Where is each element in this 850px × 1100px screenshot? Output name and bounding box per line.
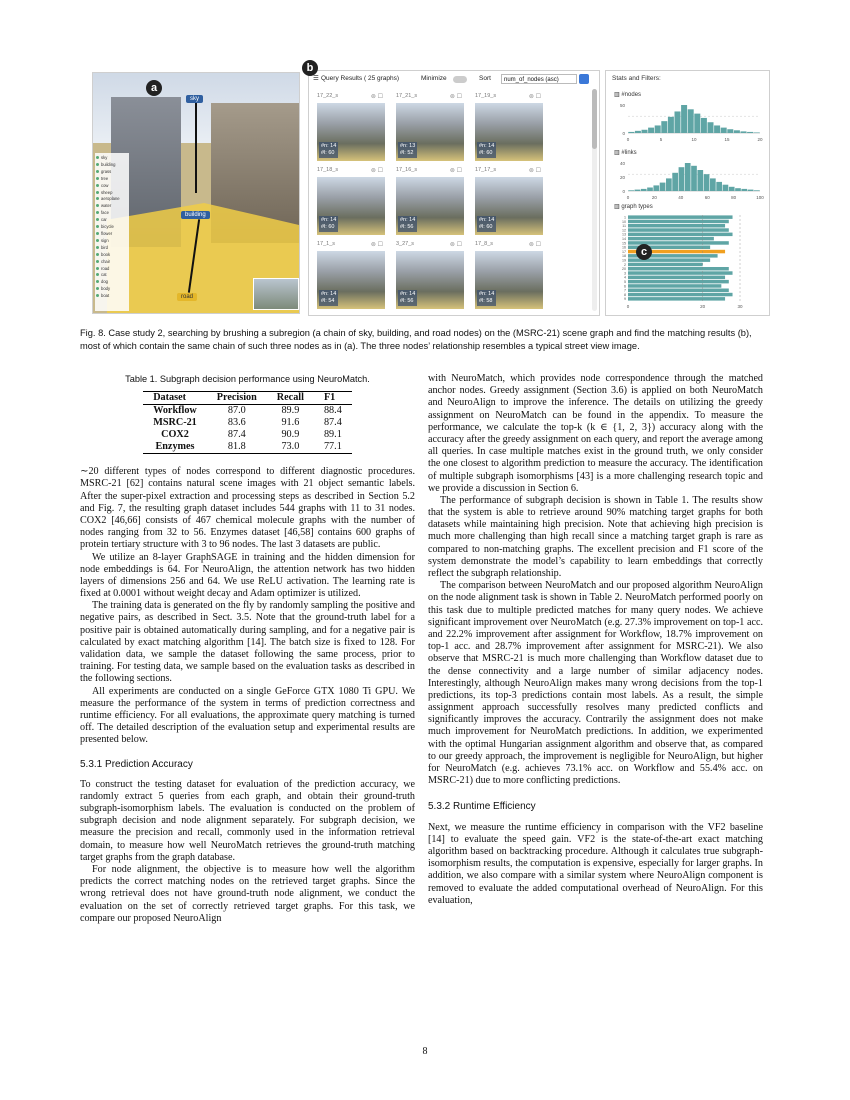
type-bar: [628, 233, 733, 237]
table-row: [143, 429, 352, 441]
card-stats: [398, 142, 417, 158]
type-label: 7: [624, 288, 626, 293]
minimize-toggle[interactable]: [453, 76, 467, 83]
hist-bar: [754, 132, 760, 133]
y-tick-label: 20: [619, 175, 625, 180]
links-hist-title-text: #links: [621, 150, 637, 156]
result-card[interactable]: [475, 167, 543, 237]
legend-item-car: car: [96, 217, 128, 224]
card-stats: [398, 290, 417, 306]
hist-bar: [754, 190, 760, 191]
type-label: 4: [624, 275, 626, 280]
bar-chart-icon: ▥: [614, 204, 622, 210]
card-node-count: #n: 14: [400, 217, 416, 223]
y-tick-label: 0: [622, 131, 625, 136]
hist-bar: [748, 190, 754, 191]
table-value-cell: 90.9: [281, 429, 300, 441]
paragraph: For node alignment, the objective is to measure how well the algorithm predicts the correct matching nodes on the retrieved target graphs. Since the wrong retrieval does not have ground-truth node alignment, we conduct the evaluation on the set of correctly retrieved target graphs. For this task, we compare our proposed NeuroAlign: [80, 864, 415, 924]
paragraph: The training data is generated on the fly by randomly sampling the positive and negative pairs, as described in Sect. 3.5. Note that the ground-truth label for a positive pair is obtained automatically during sampling, and for a negative pair is calculated by exact matching algorithm [14]. The batch size is fixed to 128. For validation data, we sample the dataset following the same process, prior to training. For testing data, we sample based on the evaluation tasks as described in the following sections.: [80, 600, 415, 685]
type-bar: [628, 220, 729, 224]
legend-item-body: body: [96, 286, 128, 293]
type-label: 1: [624, 215, 626, 220]
edge-sky-building: [195, 103, 197, 193]
card-node-count: #n: 13: [400, 143, 416, 149]
paragraph: ∼20 different types of nodes correspond to different diagnostic procedures. MSRC-21 [62] contains natural scene images with 21 object semantic labels. After the super-pixel extraction and processing steps as described in Section 5.2 and Fig. 7, the resulting graph dataset includes 544 graphs with 11 to 31 nodes. COX2 [46,66] consists of 467 chemical molecule graphs with the number of nodes ranging from 32 to 56. Enzymes dataset [46,58] contains 600 graphs of protein tertiary structure with 3 to 96 nodes. The last 3 datasets are public.: [80, 466, 415, 551]
card-node-count: #n: 14: [321, 143, 337, 149]
sort-select[interactable]: num_of_nodes (asc): [501, 74, 577, 84]
legend-item-grass: grass: [96, 169, 128, 176]
hist-bar: [688, 109, 694, 133]
legend-item-cow: cow: [96, 183, 128, 190]
card-stats: [477, 290, 496, 306]
card-actions-icon[interactable]: ⊚ ☐: [528, 168, 541, 174]
card-node-count: #n: 14: [479, 217, 495, 223]
card-link-count: #l: 56: [400, 224, 414, 230]
table-row: [143, 405, 352, 418]
types-chart-title-text: graph types: [621, 204, 653, 210]
card-link-count: #l: 56: [400, 298, 414, 304]
type-bar: [628, 284, 721, 288]
table-row: [143, 441, 352, 454]
hist-bar: [666, 178, 672, 191]
legend-item-sheep: sheep: [96, 190, 128, 197]
hist-bar: [723, 185, 729, 191]
y-tick-label: 50: [619, 103, 625, 108]
section-heading-5-3-1: 5.3.1 Prediction Accuracy: [80, 758, 193, 770]
type-label: 17: [622, 249, 626, 254]
hist-bar: [675, 111, 681, 133]
card-id: 17_1_s: [317, 241, 336, 247]
type-label: 6: [624, 284, 626, 289]
figure-8: [80, 58, 770, 320]
table-value-cell: 81.8: [207, 441, 267, 454]
table-value-cell: 87.0: [227, 405, 246, 417]
paragraph: We utilize an 8-layer GraphSAGE in training and the hidden dimension for node embeddings is 64. For NeuroAlign, the attention network has two hidden layers of dimensions 256 and 64. We use ReLU activation. The learning rate is fixed at 0.0001 without weight decay and Adam optimizer is utilized.: [80, 551, 415, 600]
hist-bar: [716, 182, 722, 191]
table-value-cell: 73.0: [267, 441, 314, 454]
left-column: [80, 373, 415, 925]
legend-item-boat: boat: [96, 293, 128, 300]
legend-item-chair: chair: [96, 259, 128, 266]
legend-item-tree: tree: [96, 176, 128, 183]
nodes-histogram[interactable]: [614, 101, 764, 145]
type-bar: [628, 297, 725, 301]
type-label: 14: [622, 237, 626, 241]
card-node-count: #n: 14: [479, 291, 495, 297]
card-stats: [398, 216, 417, 232]
card-id: 17_22_s: [317, 93, 339, 99]
paragraph: The comparison between NeuroMatch and our proposed algorithm NeuroAlign on the node alignment task is shown in Table 2. NeuroMatch performed poorly on this task due to multiple predicted matches for many query nodes. We achieve significant improvement over NeuroMatch (e.g. 27.3% improvement on top-1 acc. and 22.2% improvement after assignment for Workflow, 18.7% improvement on top-1 acc. and 28.7% improvement after assignment for MSRC-21). We also observe that MSRC-21 is much more challenging than Workflow dataset due to the dense connectivity and a large number of similar adjacency nodes. Interestingly, although NeuroAlign makes many wrong decisions from the top-1 predictions, its top-3 predictions contain most labels. As a result, the simple assignment approach successfully resolves many predicted conflicts and significantly improves the accuracy. Contrarily the assignment does not make much improvement for NeuroMatch predictions. In addition, we experimented with the optimal Hungarian assignment algorithm and observe that, as compared to our greedy approach, the improvement is negligible for NeuroAlign, but higher for NeuroMatch (e.g. achieves 73.1% acc. on Workflow and 55.4% acc. on MSRC-21) due to more conflicting predictions.: [428, 580, 763, 787]
paragraph: The performance of subgraph decision is shown in Table 1. The results show that the system is able to retrieve around 90% matching target graphs for both datasets while maintaining high precision. Note that achieving high precision is much more challenging than high recall since a matching target graph is rare as compared to non-matching graphs. The excellent precision and F1 score of the system demonstrate the model’s capability to learn embeddings that correctly reflect the subgraph relationship.: [428, 494, 763, 579]
table-value-cell: 87.4: [227, 429, 246, 441]
paragraph: All experiments are conducted on a single GeForce GTX 1080 Ti GPU. We measure the performance of the system in terms of prediction correctness and runtime efficiency. For all evaluations, the approximate query matching is turned off. The detailed description of the evaluation setup and experimental results are presented below.: [80, 685, 415, 746]
type-bar: [628, 224, 725, 228]
card-actions-icon[interactable]: ⊚ ☐: [449, 168, 462, 174]
type-label: 13: [622, 232, 626, 237]
hist-bar: [721, 128, 727, 133]
card-stats: [319, 290, 338, 306]
card-link-count: #l: 60: [479, 224, 493, 230]
card-node-count: #n: 14: [321, 291, 337, 297]
card-id: 3_27_s: [396, 241, 415, 247]
type-label: 16: [622, 245, 626, 250]
table-value-cell: 87.4: [323, 417, 342, 429]
legend-item-dog: dog: [96, 279, 128, 286]
card-id: 17_8_s: [475, 241, 494, 247]
x-tick-label: 20: [700, 304, 706, 309]
type-label: 3: [624, 271, 626, 276]
x-tick-label: 40: [678, 195, 684, 200]
hist-bar: [729, 187, 735, 191]
legend-item-cat: cat: [96, 272, 128, 279]
right-column: [428, 373, 763, 907]
table-value-cell: 89.1: [323, 429, 342, 441]
x-tick-label: 5: [659, 137, 663, 142]
panel-a-scene-graph: [92, 72, 300, 314]
card-id: 17_21_s: [396, 93, 418, 99]
hist-bar: [694, 114, 700, 133]
table-1-caption: Table 1. Subgraph decision performance using NeuroMatch.: [125, 374, 370, 384]
card-actions-icon[interactable]: ⊚ ☐: [449, 242, 462, 248]
table-header-cell: Precision: [207, 392, 267, 405]
result-card[interactable]: [475, 241, 543, 311]
card-node-count: #n: 14: [321, 217, 337, 223]
hist-bar: [681, 105, 687, 133]
card-actions-icon[interactable]: ⊚ ☐: [370, 94, 383, 100]
table-value-cell: 83.6: [227, 417, 246, 429]
x-tick-label: 0: [626, 137, 630, 142]
types-chart-title: [614, 203, 653, 210]
table-header-cell: Dataset: [143, 392, 207, 405]
hist-bar: [741, 131, 747, 133]
hist-bar: [714, 125, 720, 133]
result-card[interactable]: [396, 167, 464, 237]
badge-c: c: [636, 244, 652, 260]
legend-item-building: building: [96, 162, 128, 169]
table-header-cell: Recall: [267, 392, 314, 405]
hist-bar: [727, 129, 733, 133]
table-body: [143, 405, 352, 454]
node-sky[interactable]: sky: [186, 95, 203, 103]
hist-bar: [691, 166, 697, 191]
legend-item-face: face: [96, 210, 128, 217]
card-id: 17_17_s: [475, 167, 497, 173]
badge-a: a: [146, 80, 162, 96]
sort-dropdown-button[interactable]: [579, 74, 589, 84]
card-id: 17_16_s: [396, 167, 418, 173]
type-label: 12: [622, 228, 626, 233]
legend-item-road: road: [96, 266, 128, 273]
card-link-count: #l: 60: [479, 150, 493, 156]
card-id: 17_18_s: [317, 167, 339, 173]
table-value-cell: 89.9: [281, 405, 300, 417]
card-link-count: #l: 52: [400, 150, 414, 156]
nodes-hist-title: [614, 91, 641, 98]
table-header-row: [143, 392, 352, 405]
links-histogram[interactable]: [614, 159, 764, 203]
type-label: 11: [622, 224, 626, 229]
query-results-title: Query Results ( 25 graphs): [321, 75, 400, 82]
type-label: 2: [624, 262, 626, 267]
thumbnail-inset: [253, 278, 299, 310]
legend-item-flower: flower: [96, 231, 128, 238]
links-hist-title: [614, 149, 637, 156]
hist-bar: [679, 167, 685, 191]
page-number: 8: [422, 1046, 428, 1057]
hist-bar: [628, 132, 634, 133]
hist-bar: [701, 118, 707, 133]
bar-chart-icon: ▥: [614, 92, 622, 98]
card-link-count: #l: 60: [321, 224, 335, 230]
card-actions-icon[interactable]: ⊚ ☐: [370, 168, 383, 174]
hist-bar: [747, 132, 753, 133]
hist-bar: [710, 178, 716, 191]
type-bar: [628, 215, 733, 219]
type-label: 20: [622, 267, 626, 272]
card-link-count: #l: 60: [321, 150, 335, 156]
x-tick-label: 100: [756, 195, 764, 200]
type-bar: [628, 293, 733, 297]
table-dataset-cell: Workflow: [153, 405, 197, 417]
hist-bar: [635, 190, 641, 191]
hist-bar: [628, 190, 634, 191]
node-road[interactable]: road: [177, 293, 197, 301]
badge-b: b: [302, 60, 318, 76]
hist-bar: [635, 131, 641, 133]
nodes-hist-title-text: #nodes: [621, 92, 642, 98]
hist-bar: [655, 125, 661, 133]
card-node-count: #n: 14: [479, 143, 495, 149]
result-card[interactable]: [317, 93, 385, 163]
table-dataset-cell: MSRC-21: [153, 417, 197, 429]
legend-item-sky: sky: [96, 155, 128, 162]
graph-types-chart[interactable]: [614, 213, 764, 313]
type-label: 9: [624, 297, 626, 302]
type-bar: [628, 276, 725, 280]
result-card[interactable]: [317, 167, 385, 237]
x-tick-label: 10: [691, 137, 697, 142]
card-actions-icon[interactable]: ⊚ ☐: [449, 94, 462, 100]
stats-filters-title: Stats and Filters:: [612, 75, 661, 82]
table-dataset-cell: COX2: [161, 429, 189, 441]
legend-item-bird: bird: [96, 245, 128, 252]
type-bar: [628, 267, 729, 271]
hist-bar: [647, 188, 653, 192]
hist-bar: [704, 174, 710, 191]
hist-bar: [661, 121, 667, 133]
paragraph: with NeuroMatch, which provides node correspondence through the matched anchor nodes. Greedy assignment (Section 3.6) is applied on both NeuroMatch and NeuroAlign to improve the inference. The details on utilizing the greedy assignment on NeuroMatch can be found in the appendix. To measure the performance, we calculate the top-k (k ∈ {1, 2, 3}) accuracy along with the accuracy after the greedy assignment on each query, and report the average among all queries. In case multiple matches exist in the ground truth, we only consider the one closest to algorithm prediction to measure the accuracy. The identification of multiple subgraph isomorphisms [43] is a more challenging research topic and we provide a discussion in Section 6.: [428, 373, 763, 494]
x-tick-label: 20: [651, 195, 657, 200]
label-legend: [95, 153, 129, 311]
hist-bar: [734, 130, 740, 133]
legend-item-bicycle: bicycle: [96, 224, 128, 231]
x-tick-label: 0: [626, 195, 630, 200]
table-value-cell: 91.6: [281, 417, 300, 429]
legend-item-sign: sign: [96, 238, 128, 245]
hist-bar: [653, 185, 659, 191]
table-value-cell: 88.4: [323, 405, 342, 417]
card-link-count: #l: 54: [321, 298, 335, 304]
card-stats: [477, 216, 496, 232]
hist-bar: [685, 163, 691, 191]
type-label: 19: [622, 258, 626, 263]
hist-bar: [708, 122, 714, 133]
bar-chart-icon: ▥: [614, 150, 622, 156]
hist-bar: [648, 128, 654, 133]
type-bar: [628, 280, 729, 284]
card-stats: [319, 216, 338, 232]
card-stats: [319, 142, 338, 158]
card-actions-icon[interactable]: ⊚ ☐: [528, 94, 541, 100]
panel-c-stats-filters: [605, 70, 770, 316]
type-label: 8: [624, 292, 626, 297]
hist-bar: [660, 183, 666, 191]
type-bar: [628, 237, 714, 241]
hist-bar: [672, 173, 678, 191]
card-node-count: #n: 14: [400, 291, 416, 297]
result-card[interactable]: [396, 241, 464, 311]
paragraph: Next, we measure the runtime efficiency in comparison with the VF2 baseline [14] to evaluate the speed gain. VF2 is the state-of-the-art exact matching algorithm based on backtracking procedure. Although it calculates true subgraph-isomorphism results, the computation is expensive, especially for larger graphs. In addition, we also compare with a similar system where NeuroAlign component is removed to evaluate the added computational overhead of NeuroAlign. For this evaluation,: [428, 821, 763, 906]
figure-caption: Fig. 8. Case study 2, searching by brushing a subregion (a chain of sky, building, and road nodes) on the (MSRC-21) scene graph and find the matching results (b), most of which contain the same chain of such three nodes as in (a). The three nodes’ relationship resembles a typical street view image.: [80, 328, 752, 351]
sort-label: Sort: [479, 75, 491, 82]
type-bar: [628, 263, 703, 267]
hist-bar: [642, 130, 648, 133]
x-tick-label: 0: [626, 304, 630, 309]
type-bar: [628, 228, 729, 232]
hist-bar: [735, 188, 741, 191]
y-tick-label: 40: [619, 161, 625, 166]
table-header-cell: F1: [314, 392, 352, 405]
card-actions-icon[interactable]: ⊚ ☐: [370, 242, 383, 248]
type-label: 18: [622, 254, 626, 259]
type-label: 10: [622, 219, 626, 224]
hist-bar: [741, 189, 747, 191]
paragraph: To construct the testing dataset for evaluation of the prediction accuracy, we randomly extract 5 queries from each graph, and obtain their ground-truth subgraph-isomorphism labels. The evaluation is conducted on the problem of subgraph decision and node alignment separately. For subgraph decision, we measure the precision and recall, commonly used in the information retrieval domain, to measure how well NeuroMatch retrieves the ground-truth matching target graphs from the graph database.: [80, 778, 415, 863]
table-1: [143, 391, 352, 454]
card-actions-icon[interactable]: ⊚ ☐: [528, 242, 541, 248]
hist-bar: [641, 189, 647, 191]
minimize-label: Minimize: [421, 75, 447, 82]
table-row: [143, 417, 352, 429]
legend-item-book: book: [96, 252, 128, 259]
legend-item-aeroplane: aeroplane: [96, 196, 128, 203]
type-bar: [628, 271, 733, 275]
result-card[interactable]: [317, 241, 385, 311]
table-dataset-cell: Enzymes: [143, 441, 207, 454]
hist-bar: [668, 117, 674, 133]
hist-bar: [697, 170, 703, 191]
x-tick-label: 20: [757, 137, 763, 142]
card-id: 17_19_s: [475, 93, 497, 99]
x-tick-label: 80: [731, 195, 737, 200]
card-link-count: #l: 58: [479, 298, 493, 304]
result-card[interactable]: [475, 93, 543, 163]
node-building[interactable]: building: [181, 211, 210, 219]
legend-item-water: water: [96, 203, 128, 210]
type-label: 5: [624, 280, 626, 284]
result-card[interactable]: [396, 93, 464, 163]
x-tick-label: 15: [724, 137, 730, 142]
section-heading-5-3-2: 5.3.2 Runtime Efficiency: [428, 801, 536, 813]
panel-b-query-results: [308, 70, 600, 316]
type-bar: [628, 289, 729, 293]
table-value-cell: 77.1: [314, 441, 352, 454]
x-tick-label: 60: [704, 195, 710, 200]
results-scrollbar[interactable]: [592, 89, 597, 311]
list-icon: ☰: [313, 75, 319, 82]
y-tick-label: 0: [622, 189, 625, 194]
card-stats: [477, 142, 496, 158]
x-tick-label: 30: [737, 304, 743, 309]
type-label: 15: [622, 241, 626, 246]
